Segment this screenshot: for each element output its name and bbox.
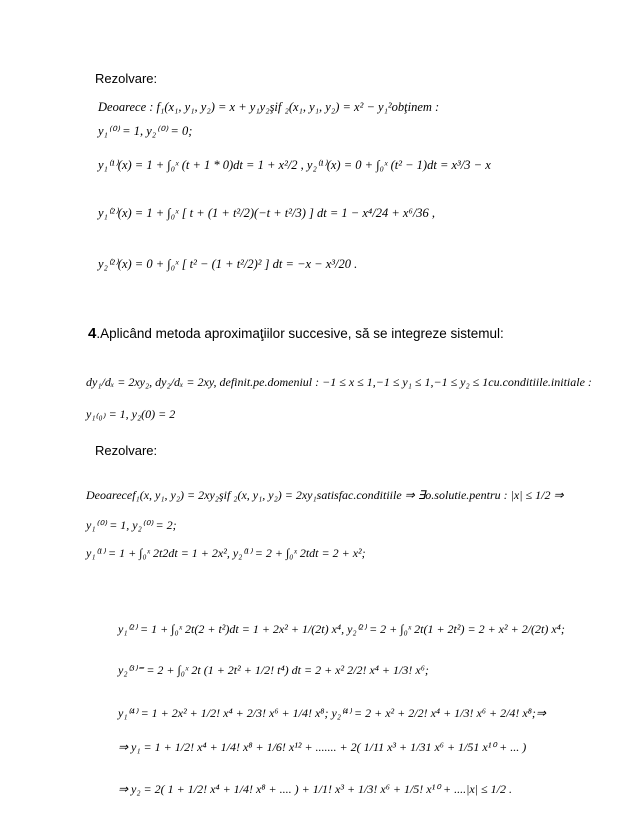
formula-line: y₁⁽⁴⁾ = 1 + 2x² + 1/2! x⁴ + 2/3! x⁶ + 1/4! x⁸; y₂⁽⁴⁾ = 2 + x² + 2/2! x⁴ + 1/3! x⁶ + 2/4! x⁸;⇒ bbox=[118, 706, 546, 720]
task-text: .Aplicând metoda aproximaţiilor succesive, să se integreze sistemul: bbox=[96, 326, 504, 341]
task-number: 4 bbox=[88, 325, 97, 342]
formula-line: Deoarecef₁(x, y₁, y₂) = 2xy₂şif ₂(x, y₁, y₂) = 2xy₁satisfac.conditiile ⇒ ∃o.solutie.pentru : |x| ≤ 1/2 ⇒ bbox=[86, 488, 564, 502]
formula-line: y₁⁽²⁾(x) = 1 + ∫₀ˣ [ t + (1 + t²/2)(−t + t²/3) ] dt = 1 − x⁴/24 + x⁶/36 , bbox=[98, 206, 436, 220]
formula-line: dy₁/dₓ = 2xy₂, dy₂/dₓ = 2xy, definit.pe.domeniul : −1 ≤ x ≤ 1,−1 ≤ y₁ ≤ 1,−1 ≤ y₂ ≤ 1cu.conditiile.initiale : bbox=[86, 375, 592, 389]
formula-line: y₁⁽⁰⁾ = 1, y₂⁽⁰⁾ = 2; bbox=[86, 518, 177, 532]
task-statement bbox=[88, 325, 504, 342]
formula-line: ⇒ y₁ = 1 + 1/2! x⁴ + 1/4! x⁸ + 1/6! x¹² + ....... + 2( 1/11 x³ + 1/31 x⁶ + 1/51 x¹⁰ + ... ) bbox=[118, 740, 527, 754]
formula-line: y₂⁽²⁾(x) = 0 + ∫₀ˣ [ t² − (1 + t²/2)² ] dt = −x − x³/20 . bbox=[98, 257, 358, 271]
formula-line: y₁⁽¹⁾(x) = 1 + ∫₀ˣ (t + 1 * 0)dt = 1 + x²/2 , y₂⁽¹⁾(x) = 0 + ∫₀ˣ (t² − 1)dt = x³/3 − x bbox=[98, 158, 491, 172]
formula-line: y₁⁽⁰⁾ = 1, y₂⁽⁰⁾ = 0; bbox=[98, 124, 193, 138]
formula-line: y₂⁽³⁾⁼ = 2 + ∫₀ˣ 2t (1 + 2t² + 1/2! t⁴) dt = 2 + x² 2/2! x⁴ + 1/3! x⁶; bbox=[118, 663, 429, 677]
formula-line: Deoarece : f₁(x₁, y₁, y₂) = x + y₁y₂şif ₂(x₁, y₁, y₂) = x² − y₁²obţinem : bbox=[98, 100, 440, 114]
rezolvare-heading-1: Rezolvare: bbox=[95, 71, 158, 86]
formula-line: y₁⁽²⁾ = 1 + ∫₀ˣ 2t(2 + t²)dt = 1 + 2x² + 1/(2t) x⁴, y₂⁽²⁾ = 2 + ∫₀ˣ 2t(1 + 2t²) = 2 + x² + 2/(2t) x⁴; bbox=[118, 622, 565, 636]
formula-line: y₁₍₀₎ = 1, y₂(0) = 2 bbox=[86, 407, 176, 421]
formula-line: y₁⁽¹⁾ = 1 + ∫₀ˣ 2t2dt = 1 + 2x², y₂⁽¹⁾ = 2 + ∫₀ˣ 2tdt = 2 + x²; bbox=[86, 546, 366, 560]
formula-line: ⇒ y₂ = 2( 1 + 1/2! x⁴ + 1/4! x⁸ + .... ) + 1/1! x³ + 1/3! x⁶ + 1/5! x¹⁰ + ....|x| ≤ 1/2 . bbox=[118, 782, 512, 796]
rezolvare-heading-2: Rezolvare: bbox=[95, 443, 158, 458]
